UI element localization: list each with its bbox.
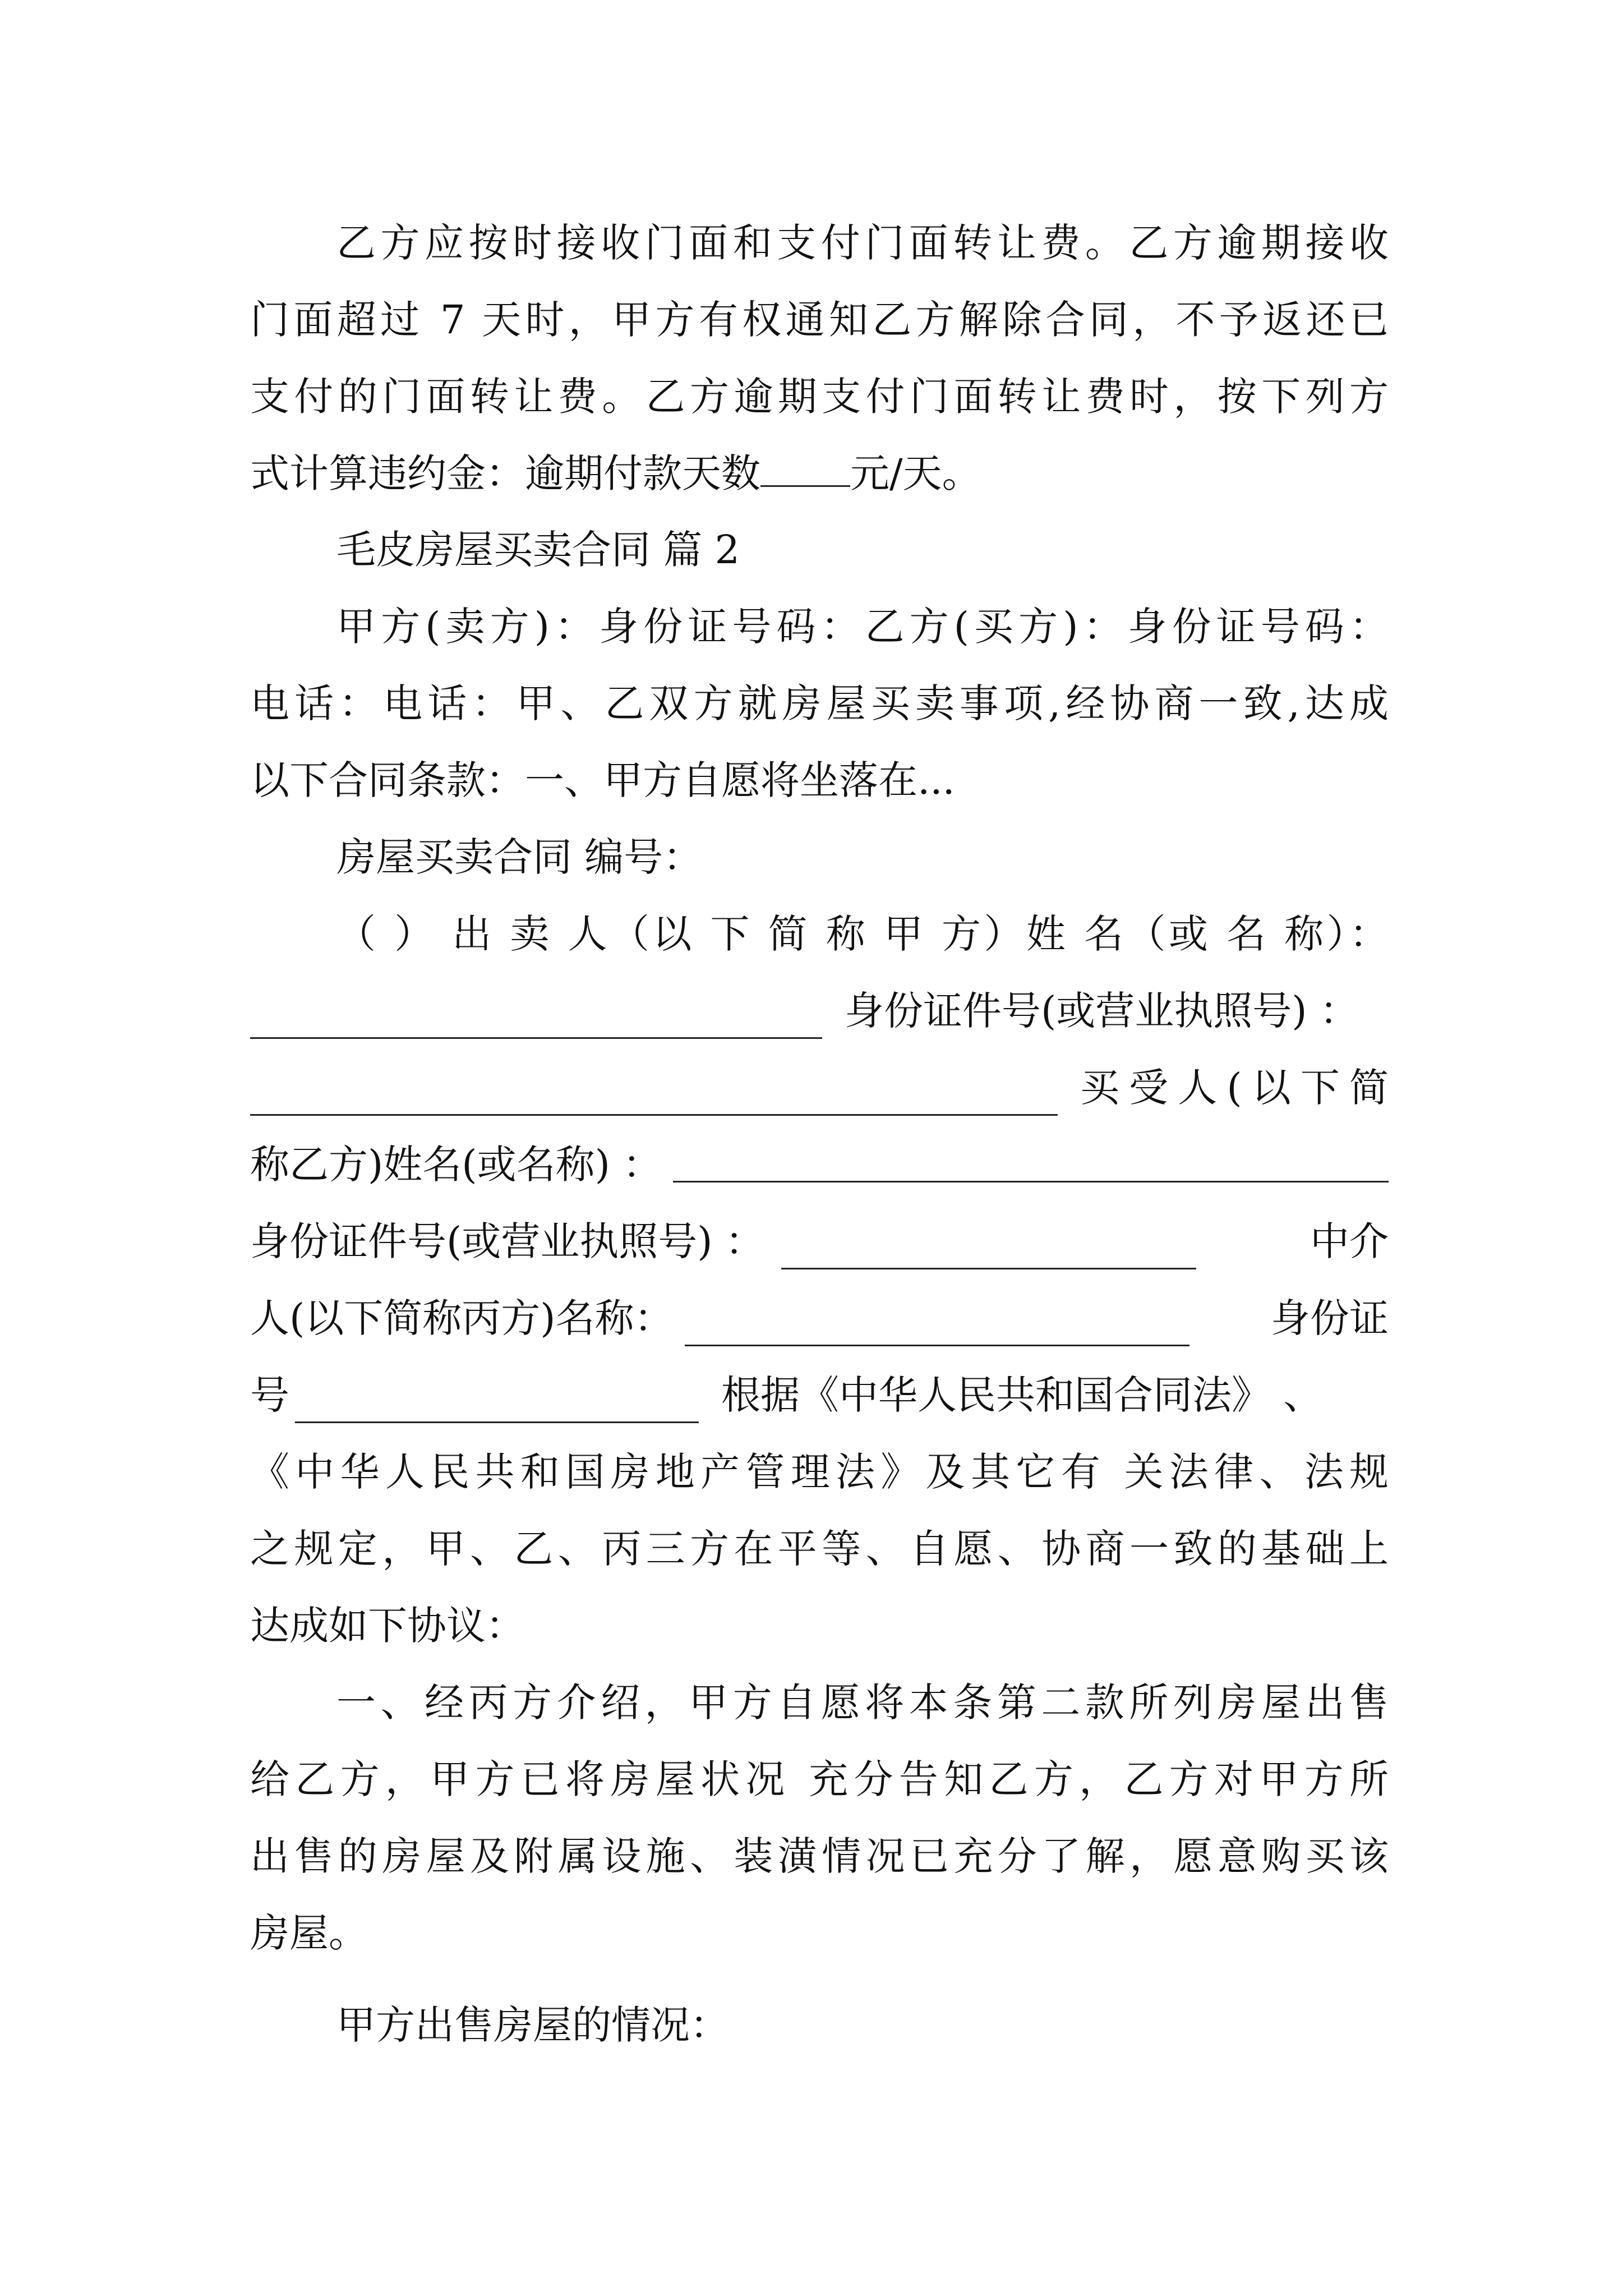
agent-name-line [250,1290,1389,1346]
buyer-id-label: 身份证件号(或营业执照号) ： [250,1218,764,1264]
paragraph-line: 支付的门面转让费。乙方逾期支付门面转让费时，按下列方 [250,374,1389,420]
text-segment: 式计算违约金：逾期付款天数 [250,450,760,496]
seller-id-line [250,983,1389,1039]
buyer-label-line [250,1060,1389,1116]
buyer-label: 买受人(以下简 [1080,1065,1389,1111]
fill-blank [250,1004,822,1039]
fill-blank [673,1142,1389,1182]
section-heading: 甲方出售房屋的情况： [336,2002,729,2048]
agent-label: 中介 [1310,1218,1389,1264]
paragraph-line: 以下合同条款：一、甲方自愿将坐落在... [250,757,955,803]
section-heading: 毛皮房屋买卖合同 篇 2 [336,527,740,573]
paragraph-line: 房屋。 [250,1910,368,1956]
law-reference: 根据《中华人民共和国合同法》 、 [721,1372,1323,1418]
paragraph-line: 一、经丙方介绍，甲方自愿将本条第二款所列房屋出售 [336,1680,1389,1726]
fill-blank [781,1234,1196,1269]
paragraph-line: 出售的房屋及附属设施、装潢情况已充分了解，愿意购买该 [250,1833,1389,1879]
buyer-name-line [250,1137,1389,1193]
fill-blank [685,1311,1189,1346]
agent-id-line [250,1367,1389,1423]
paragraph-line: 之规定，甲、乙、丙三方在平等、自愿、协商一致的基础上 [250,1526,1389,1572]
paragraph-line: 电话：电话：甲、乙双方就房屋买卖事项,经协商一致,达成 [250,680,1389,726]
paragraph-line-with-blank [250,445,1389,501]
fill-blank [760,452,850,487]
paragraph-line: 乙方应按时接收门面和支付门面转让费。乙方逾期接收 [336,220,1389,266]
buyer-id-line [250,1213,1389,1269]
paragraph-line: 《中华人民共和国房地产管理法》及其它有 关法律、法规 [250,1449,1389,1495]
contract-title: 房屋买卖合同 编号： [336,834,703,880]
fill-blank [295,1388,699,1423]
paragraph-line: 达成如下协议： [250,1603,525,1649]
agent-id-label-cont: 号 [250,1372,289,1418]
seller-id-label: 身份证件号(或营业执照号) ： [845,988,1359,1034]
buyer-name-label: 称乙方)姓名(或名称) ： [250,1142,662,1188]
fill-blank [250,1080,1058,1116]
seller-label: （ ） 出 卖 人（以 下 简 称 甲 方）姓 名（或 名 称）： [336,911,1389,957]
paragraph-line: 门面超过 7 天时，甲方有权通知乙方解除合同，不予返还已 [250,297,1389,343]
text-segment: 元/天。 [850,450,981,496]
agent-id-label: 身份证 [1271,1295,1389,1341]
paragraph-line: 给乙方，甲方已将房屋状况 充分告知乙方，乙方对甲方所 [250,1756,1389,1802]
agent-name-label: 人(以下简称丙方)名称： [250,1295,674,1341]
paragraph-line: 甲方(卖方)：身份证号码：乙方(买方)：身份证号码： [336,604,1389,650]
